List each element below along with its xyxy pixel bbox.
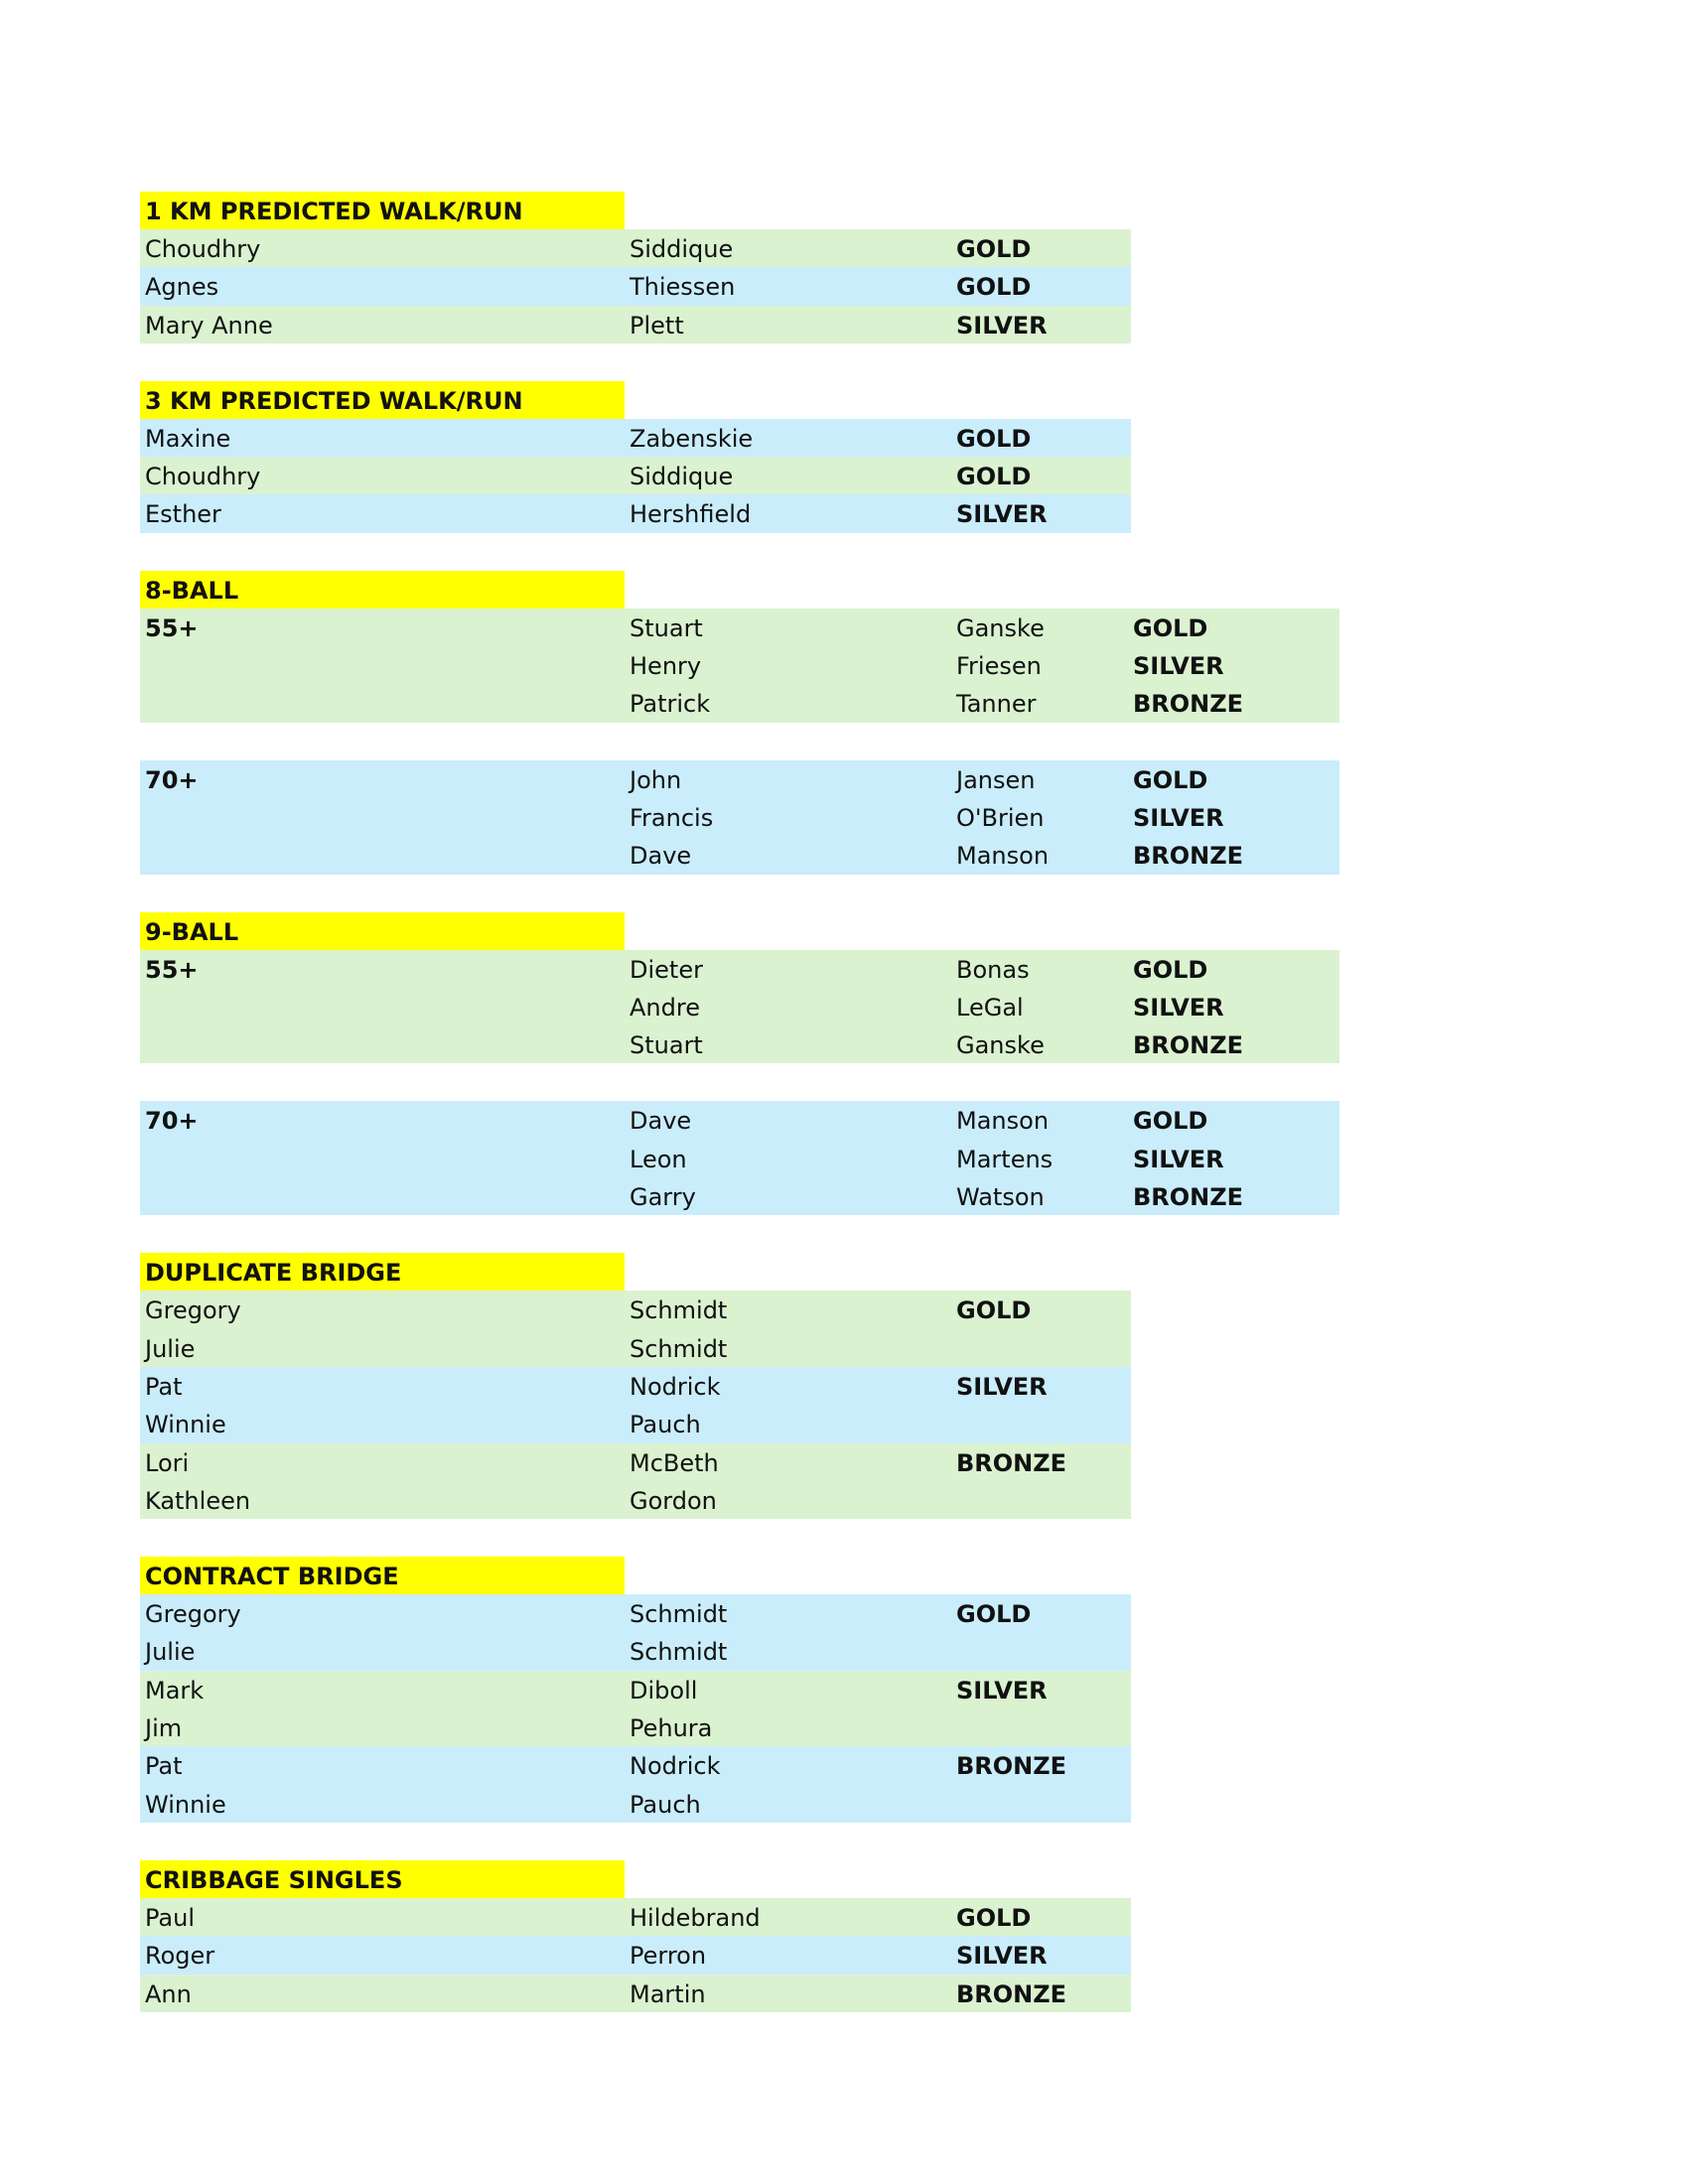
result-row bbox=[140, 1367, 1131, 1405]
medal: BRONZE bbox=[1133, 1031, 1244, 1060]
first-name: John bbox=[630, 765, 682, 794]
last-name: Schmidt bbox=[630, 1600, 728, 1629]
age-group: 70+ bbox=[145, 1107, 199, 1136]
last-name: Siddique bbox=[630, 463, 734, 491]
last-name: Tanner bbox=[956, 690, 1037, 719]
first-name: Leon bbox=[630, 1145, 687, 1173]
result-row bbox=[140, 229, 1131, 267]
first-name: Francis bbox=[630, 803, 714, 832]
first-name: Paul bbox=[145, 1903, 195, 1932]
result-row bbox=[140, 267, 1131, 305]
result-row bbox=[140, 1898, 1131, 1936]
last-name: McBeth bbox=[630, 1448, 719, 1477]
section-title: DUPLICATE BRIDGE bbox=[140, 1253, 625, 1291]
first-name: Pat bbox=[145, 1752, 183, 1781]
first-name: Dave bbox=[630, 842, 692, 871]
medal: SILVER bbox=[956, 1676, 1048, 1705]
medal: GOLD bbox=[956, 1297, 1032, 1325]
result-row bbox=[140, 1632, 1131, 1670]
first-name: Garry bbox=[630, 1183, 696, 1212]
result-row bbox=[140, 1785, 1131, 1823]
medal: GOLD bbox=[1133, 1107, 1208, 1136]
first-name: Andre bbox=[630, 993, 700, 1022]
last-name: Siddique bbox=[630, 235, 734, 263]
first-name: Dieter bbox=[630, 955, 703, 984]
results-page bbox=[140, 192, 1381, 2012]
section-title: 8-BALL bbox=[140, 571, 625, 609]
section-title: 1 KM PREDICTED WALK/RUN bbox=[140, 192, 625, 229]
medal: BRONZE bbox=[956, 1979, 1067, 2008]
last-name: O'Brien bbox=[956, 803, 1045, 832]
last-name: LeGal bbox=[956, 993, 1024, 1022]
last-name: Hildebrand bbox=[630, 1903, 761, 1932]
medal: BRONZE bbox=[956, 1448, 1067, 1477]
first-name: Esther bbox=[145, 500, 221, 529]
last-name: Pauch bbox=[630, 1790, 701, 1819]
result-row bbox=[140, 306, 1131, 343]
medal: GOLD bbox=[956, 424, 1032, 453]
result-row bbox=[140, 1140, 1339, 1177]
section-title: 3 KM PREDICTED WALK/RUN bbox=[140, 381, 625, 419]
medal: BRONZE bbox=[956, 1752, 1067, 1781]
first-name: Stuart bbox=[630, 614, 703, 642]
result-row bbox=[140, 419, 1131, 457]
first-name: Mary Anne bbox=[145, 311, 273, 340]
medal: SILVER bbox=[1133, 993, 1224, 1022]
first-name: Winnie bbox=[145, 1790, 226, 1819]
medal: GOLD bbox=[1133, 765, 1208, 794]
result-row bbox=[140, 950, 1339, 988]
result-row bbox=[140, 1975, 1131, 2012]
result-row bbox=[140, 1746, 1131, 1784]
medal: SILVER bbox=[1133, 652, 1224, 681]
last-name: Bonas bbox=[956, 955, 1030, 984]
first-name: Gregory bbox=[145, 1600, 241, 1629]
age-group: 55+ bbox=[145, 614, 199, 642]
result-row bbox=[140, 1936, 1131, 1974]
last-name: Nodrick bbox=[630, 1752, 721, 1781]
medal: BRONZE bbox=[1133, 1183, 1244, 1212]
last-name: Jansen bbox=[956, 765, 1036, 794]
last-name: Watson bbox=[956, 1183, 1045, 1212]
first-name: Patrick bbox=[630, 690, 711, 719]
last-name: Pehura bbox=[630, 1714, 713, 1743]
medal: SILVER bbox=[1133, 803, 1224, 832]
medal: SILVER bbox=[956, 311, 1048, 340]
medal: BRONZE bbox=[1133, 690, 1244, 719]
last-name: Pauch bbox=[630, 1411, 701, 1439]
first-name: Mark bbox=[145, 1676, 205, 1705]
last-name: Ganske bbox=[956, 1031, 1045, 1060]
medal: GOLD bbox=[956, 1600, 1032, 1629]
result-row bbox=[140, 1443, 1131, 1481]
first-name: Ann bbox=[145, 1979, 192, 2008]
last-name: Perron bbox=[630, 1942, 707, 1971]
age-group: 55+ bbox=[145, 955, 199, 984]
result-row bbox=[140, 836, 1339, 874]
last-name: Martens bbox=[956, 1145, 1054, 1173]
section-title: 9-BALL bbox=[140, 912, 625, 950]
last-name: Manson bbox=[956, 1107, 1050, 1136]
result-row bbox=[140, 494, 1131, 532]
result-row bbox=[140, 457, 1131, 494]
last-name: Plett bbox=[630, 311, 684, 340]
result-row bbox=[140, 988, 1339, 1025]
medal: SILVER bbox=[956, 500, 1048, 529]
medal: BRONZE bbox=[1133, 842, 1244, 871]
section-title: CRIBBAGE SINGLES bbox=[140, 1860, 625, 1898]
section-title: CONTRACT BRIDGE bbox=[140, 1557, 625, 1594]
first-name: Pat bbox=[145, 1372, 183, 1401]
first-name: Kathleen bbox=[145, 1486, 251, 1515]
last-name: Thiessen bbox=[630, 273, 736, 302]
result-row bbox=[140, 1101, 1339, 1139]
result-row bbox=[140, 798, 1339, 836]
medal: SILVER bbox=[956, 1942, 1048, 1971]
last-name: Schmidt bbox=[630, 1334, 728, 1363]
first-name: Roger bbox=[145, 1942, 215, 1971]
result-row bbox=[140, 1671, 1131, 1708]
first-name: Julie bbox=[145, 1334, 196, 1363]
first-name: Dave bbox=[630, 1107, 692, 1136]
last-name: Schmidt bbox=[630, 1297, 728, 1325]
last-name: Schmidt bbox=[630, 1638, 728, 1667]
first-name: Choudhry bbox=[145, 463, 261, 491]
result-row bbox=[140, 1405, 1131, 1442]
medal: SILVER bbox=[956, 1372, 1048, 1401]
last-name: Zabenskie bbox=[630, 424, 754, 453]
last-name: Martin bbox=[630, 1979, 706, 2008]
result-row bbox=[140, 1708, 1131, 1746]
last-name: Friesen bbox=[956, 652, 1042, 681]
last-name: Nodrick bbox=[630, 1372, 721, 1401]
medal: GOLD bbox=[956, 1903, 1032, 1932]
result-row bbox=[140, 1329, 1131, 1367]
first-name: Gregory bbox=[145, 1297, 241, 1325]
medal: GOLD bbox=[956, 463, 1032, 491]
medal: GOLD bbox=[1133, 955, 1208, 984]
first-name: Henry bbox=[630, 652, 702, 681]
result-row bbox=[140, 1481, 1131, 1519]
result-row bbox=[140, 684, 1339, 722]
last-name: Diboll bbox=[630, 1676, 698, 1705]
first-name: Maxine bbox=[145, 424, 231, 453]
result-row bbox=[140, 760, 1339, 798]
medal: SILVER bbox=[1133, 1145, 1224, 1173]
result-row bbox=[140, 646, 1339, 684]
medal: GOLD bbox=[956, 235, 1032, 263]
last-name: Ganske bbox=[956, 614, 1045, 642]
medal: GOLD bbox=[1133, 614, 1208, 642]
last-name: Gordon bbox=[630, 1486, 717, 1515]
result-row bbox=[140, 1291, 1131, 1328]
first-name: Agnes bbox=[145, 273, 219, 302]
result-row bbox=[140, 609, 1339, 646]
first-name: Choudhry bbox=[145, 235, 261, 263]
result-row bbox=[140, 1025, 1339, 1063]
result-row bbox=[140, 1594, 1131, 1632]
first-name: Jim bbox=[145, 1714, 183, 1743]
first-name: Julie bbox=[145, 1638, 196, 1667]
age-group: 70+ bbox=[145, 765, 199, 794]
first-name: Winnie bbox=[145, 1411, 226, 1439]
first-name: Lori bbox=[145, 1448, 190, 1477]
result-row bbox=[140, 1177, 1339, 1215]
last-name: Manson bbox=[956, 842, 1050, 871]
first-name: Stuart bbox=[630, 1031, 703, 1060]
medal: GOLD bbox=[956, 273, 1032, 302]
last-name: Hershfield bbox=[630, 500, 752, 529]
